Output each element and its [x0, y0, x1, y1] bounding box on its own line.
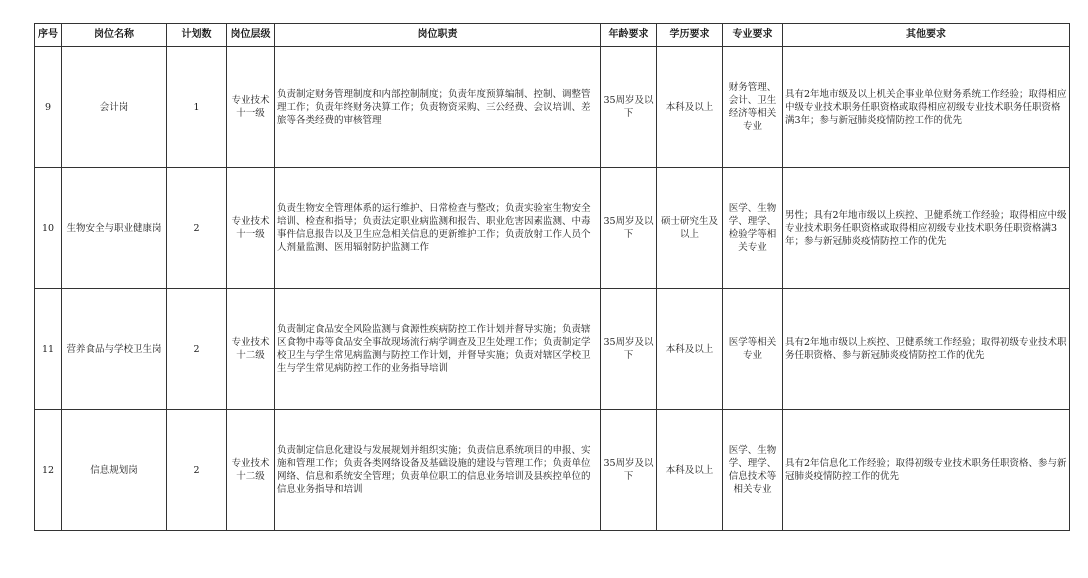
- header-other-requirements: 其他要求: [783, 24, 1070, 47]
- header-major: 专业要求: [723, 24, 783, 47]
- header-education: 学历要求: [657, 24, 723, 47]
- cell-other-requirements: 具有2年地市级以上疾控、卫健系统工作经验；取得初级专业技术职务任职资格、参与新冠肺炎疫情防控工作的优先: [783, 289, 1070, 410]
- cell-duties: 负责生物安全管理体系的运行维护、日常检查与整改；负责实验室生物安全培训、检查和指导；负责法定职业病监测和报告、职业危害因素监测、中毒事件信息报告以及卫生应急相关信息的更新维护工作；负责放射工作人员个人剂量监测、医用辐射防护监测工作: [275, 168, 601, 289]
- cell-plan-count: 1: [167, 47, 227, 168]
- cell-major: 医学、生物学、理学、检验学等相关专业: [723, 168, 783, 289]
- cell-seq: 11: [35, 289, 62, 410]
- table-row: [35, 168, 1070, 289]
- header-row: [35, 24, 1070, 47]
- cell-position-level: 专业技术十二级: [227, 289, 275, 410]
- header-duties: 岗位职责: [275, 24, 601, 47]
- cell-education: 本科及以上: [657, 47, 723, 168]
- cell-major: 财务管理、会计、卫生经济等相关专业: [723, 47, 783, 168]
- cell-other-requirements: 具有2年地市级及以上机关企事业单位财务系统工作经验；取得相应中级专业技术职务任职资格或取得相应初级专业技术职务任职资格满3年；参与新冠肺炎疫情防控工作的优先: [783, 47, 1070, 168]
- cell-seq: 12: [35, 410, 62, 531]
- cell-position-level: 专业技术十一级: [227, 168, 275, 289]
- cell-major: 医学、生物学、理学、信息技术等相关专业: [723, 410, 783, 531]
- header-seq: 序号: [35, 24, 62, 47]
- header-plan-count: 计划数: [167, 24, 227, 47]
- cell-position-level: 专业技术十一级: [227, 47, 275, 168]
- cell-education: 硕士研究生及以上: [657, 168, 723, 289]
- table-header: [35, 24, 1070, 47]
- cell-position-name: 生物安全与职业健康岗: [62, 168, 167, 289]
- cell-age: 35周岁及以下: [601, 168, 657, 289]
- cell-major: 医学等相关专业: [723, 289, 783, 410]
- header-position-level: 岗位层级: [227, 24, 275, 47]
- table-body: [35, 47, 1070, 531]
- cell-plan-count: 2: [167, 289, 227, 410]
- table-row: [35, 289, 1070, 410]
- cell-position-level: 专业技术十二级: [227, 410, 275, 531]
- cell-position-name: 信息规划岗: [62, 410, 167, 531]
- cell-age: 35周岁及以下: [601, 289, 657, 410]
- cell-position-name: 会计岗: [62, 47, 167, 168]
- cell-other-requirements: 具有2年信息化工作经验；取得初级专业技术职务任职资格、参与新冠肺炎疫情防控工作的优先: [783, 410, 1070, 531]
- cell-education: 本科及以上: [657, 410, 723, 531]
- table-row: [35, 410, 1070, 531]
- header-age: 年龄要求: [601, 24, 657, 47]
- cell-other-requirements: 男性；具有2年地市级以上疾控、卫健系统工作经验；取得相应中级专业技术职务任职资格或取得相应初级专业技术职务任职资格满3年；参与新冠肺炎疫情防控工作的优先: [783, 168, 1070, 289]
- cell-plan-count: 2: [167, 410, 227, 531]
- cell-position-name: 营养食品与学校卫生岗: [62, 289, 167, 410]
- cell-seq: 9: [35, 47, 62, 168]
- table-row: [35, 47, 1070, 168]
- cell-seq: 10: [35, 168, 62, 289]
- cell-age: 35周岁及以下: [601, 47, 657, 168]
- cell-duties: 负责制定财务管理制度和内部控制制度；负责年度预算编制、控制、调整管理工作；负责年终财务决算工作；负责物资采购、三公经费、会议培训、差旅等各类经费的审核管理: [275, 47, 601, 168]
- cell-duties: 负责制定信息化建设与发展规划并组织实施；负责信息系统项目的申报、实施和管理工作；负责各类网络设备及基础设施的建设与管理工作；负责单位网络、信息和系统安全管理；负责单位职工的信息业务培训及县疾控单位的信息业务指导和培训: [275, 410, 601, 531]
- cell-duties: 负责制定食品安全风险监测与食源性疾病防控工作计划并督导实施；负责辖区食物中毒等食品安全事故现场流行病学调查及卫生处理工作；负责制定学校卫生与学生常见病监测与防控工作计划，并督导实施；负责对辖区学校卫生与学生常见病防控工作的业务指导培训: [275, 289, 601, 410]
- cell-education: 本科及以上: [657, 289, 723, 410]
- job-positions-table: [34, 23, 1070, 531]
- cell-plan-count: 2: [167, 168, 227, 289]
- header-position-name: 岗位名称: [62, 24, 167, 47]
- recruitment-sheet: [34, 23, 1070, 531]
- cell-age: 35周岁及以下: [601, 410, 657, 531]
